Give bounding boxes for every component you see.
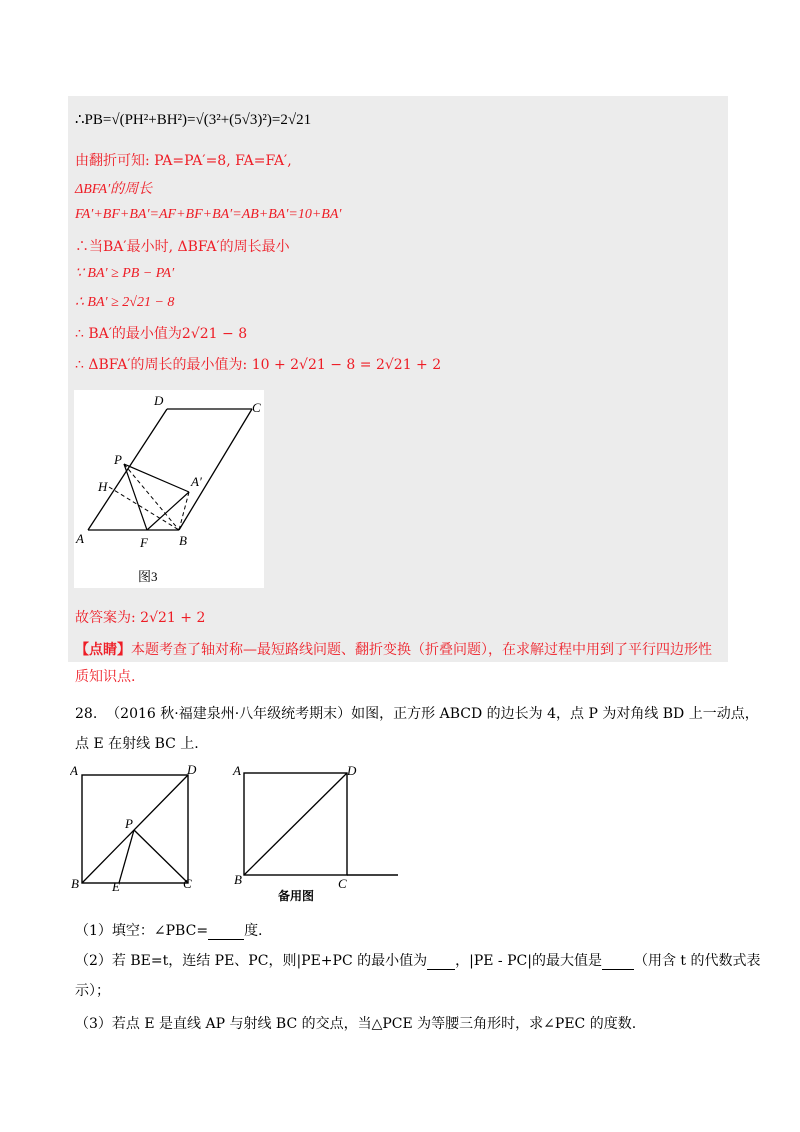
square-figure	[70, 762, 210, 897]
question-intro-text: （2016 秋·福建泉州·八年级统考期末）如图，正方形 ABCD 的边长为 4，点 P 为对角线 BD 上一动点，	[106, 706, 759, 722]
sq-label-b: B	[71, 876, 79, 891]
comment-text-1: 本题考查了轴对称—最短路线问题、翻折变换（折叠问题），在求解过程中用到了平行四边形性	[131, 642, 712, 658]
part1-blank[interactable]	[208, 923, 244, 940]
question-number: 28.	[75, 706, 98, 722]
perimeter-heading: ΔBFA′的周长	[75, 182, 153, 197]
part2-blank-2[interactable]	[602, 953, 634, 970]
bk-label-b: B	[234, 872, 242, 887]
bk-label-c: C	[338, 876, 347, 891]
part-2: （2）若 BE=t，连结 PE、PC，则|PE+PC 的最小值为 ，|PE - PC|的最大值是 （用含 t 的代数式表	[75, 953, 761, 969]
pb-formula: ∴PB=√(PH²+BH²)=√(3²+(5√3)²)=2√21	[75, 112, 312, 128]
figure-3	[74, 390, 264, 588]
final-answer: 故答案为: 2√21 + 2	[75, 610, 206, 626]
figure-3-drawing	[74, 390, 264, 588]
fig3-label-c: C	[252, 400, 261, 415]
comment-line-2: 质知识点.	[75, 669, 136, 685]
min-perimeter: ∴ ΔBFA′的周长的最小值为: 10 + 2√21 − 8 = 2√21 + 2	[75, 357, 442, 373]
fig3-label-d: D	[154, 393, 164, 408]
fig3-label-p: P	[114, 452, 122, 467]
backup-figure	[230, 760, 405, 905]
perimeter-expression: FA′+BF+BA′=AF+BF+BA′=AB+BA′=10+BA′	[75, 207, 342, 222]
question-intro-2: 点 E 在射线 BC 上.	[75, 736, 199, 752]
part-3: （3）若点 E 是直线 AP 与射线 BC 的交点，当△PCE 为等腰三角形时，求∠PEC 的度数.	[75, 1016, 637, 1032]
fig3-label-h: H	[98, 479, 108, 494]
part-2-cont: 示）；	[75, 983, 110, 999]
fig3-caption: 图3	[138, 569, 158, 584]
sq-label-p: P	[125, 816, 133, 831]
fig3-label-f: F	[140, 535, 148, 550]
comment-line-1	[75, 639, 712, 659]
question-intro-1	[75, 703, 759, 723]
min-ba-value: ∴ BA′的最小值为2√21 − 8	[75, 326, 248, 342]
sq-label-c: C	[183, 876, 192, 891]
fig3-label-b: B	[179, 533, 187, 548]
sq-label-d: D	[187, 762, 197, 777]
minimum-condition: ∴当BA′最小时, ΔBFA′的周长最小	[75, 239, 290, 255]
inequality-line: ∵ BA′ ≥ PB − PA′	[75, 266, 175, 281]
sq-label-a: A	[70, 763, 78, 778]
bk-label-d: D	[347, 763, 357, 778]
bk-caption: 备用图	[278, 889, 315, 903]
bk-label-a: A	[233, 763, 241, 778]
inequality-result: ∴ BA′ ≥ 2√21 − 8	[75, 295, 175, 310]
part-1: （1）填空：∠PBC= 度.	[75, 923, 263, 939]
fold-statement: 由翻折可知: PA=PA′=8, FA=FA′,	[75, 153, 292, 169]
part2-blank-1[interactable]	[427, 953, 455, 970]
sq-label-e: E	[112, 879, 120, 894]
fig3-label-a: A	[76, 531, 84, 546]
fig3-label-a-prime: A′	[191, 474, 202, 489]
comment-tag: 【点睛】	[75, 642, 131, 658]
